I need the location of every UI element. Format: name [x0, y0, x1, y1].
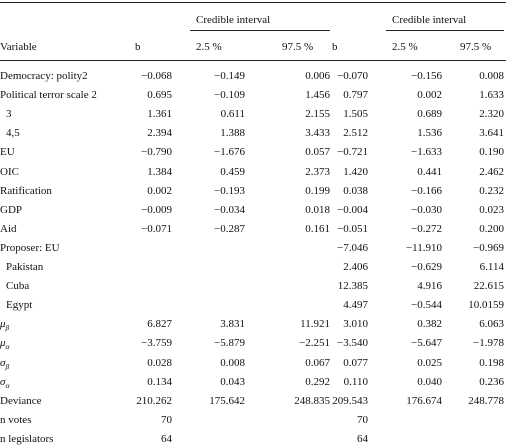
- table-cell: 0.043: [220, 375, 245, 388]
- table-cell: 0.002: [417, 89, 442, 102]
- table-cell: 248.835: [294, 394, 330, 407]
- table-cell: 0.067: [305, 356, 330, 369]
- group-rule-1: [190, 30, 330, 31]
- row-label: Proposer: EU: [0, 241, 60, 254]
- table-cell: −1.676: [214, 146, 245, 159]
- table-cell: 0.040: [417, 375, 442, 388]
- table-cell: 6.063: [479, 318, 504, 331]
- table-cell: 0.025: [417, 356, 442, 369]
- table-cell: −5.879: [214, 337, 245, 350]
- table-cell: 209.543: [332, 394, 368, 407]
- column-header-variable: Variable: [0, 41, 37, 53]
- column-header-lower-2: 2.5 %: [392, 41, 418, 53]
- table-cell: 10.0159: [468, 299, 504, 312]
- table-cell: 70: [357, 413, 368, 426]
- header-rule: [0, 60, 506, 61]
- table-cell: −5.647: [411, 337, 442, 350]
- table-cell: 0.057: [305, 146, 330, 159]
- table-cell: 0.161: [305, 222, 330, 235]
- table-cell: 0.134: [147, 375, 172, 388]
- table-cell: 1.456: [305, 89, 330, 102]
- table-cell: −0.009: [141, 203, 172, 216]
- column-header-lower-1: 2.5 %: [196, 41, 222, 53]
- table-cell: −0.790: [141, 146, 172, 159]
- column-header-b-2: b: [332, 41, 338, 53]
- table-cell: −0.068: [141, 70, 172, 82]
- table-cell: −0.030: [411, 203, 442, 216]
- row-label: Cuba: [6, 280, 30, 293]
- row-label-subscript: β: [5, 361, 10, 371]
- table-cell: 6.827: [147, 318, 172, 331]
- table-cell: −0.287: [214, 222, 245, 235]
- table-cell: −11.910: [405, 241, 442, 254]
- row-label: OIC: [0, 165, 19, 178]
- row-label: Democracy: polity2: [0, 70, 88, 82]
- table-cell: −0.166: [411, 184, 442, 197]
- table-cell: 0.008: [220, 356, 245, 369]
- table-cell: −0.149: [214, 70, 245, 82]
- table-cell: 1.420: [343, 165, 368, 178]
- table-cell: 0.077: [343, 356, 368, 369]
- table-cell: 4.916: [417, 280, 442, 293]
- table-cell: 1.505: [343, 108, 368, 121]
- row-label: Egypt: [6, 299, 33, 312]
- credible-interval-header-1: Credible interval: [196, 14, 271, 26]
- table-cell: 1.361: [147, 108, 172, 121]
- table-cell: 2.462: [479, 165, 504, 178]
- table-cell: −1.633: [411, 146, 442, 159]
- table-cell: 11.921: [300, 318, 330, 331]
- table-cell: −0.051: [337, 222, 368, 235]
- table-cell: −0.070: [337, 70, 368, 82]
- row-label: GDP: [0, 203, 23, 216]
- table-cell: 0.002: [147, 184, 172, 197]
- row-label: Ratification: [0, 184, 52, 197]
- table-cell: 0.038: [343, 184, 368, 197]
- table-cell: 0.008: [479, 70, 504, 82]
- table-cell: 2.320: [479, 108, 504, 121]
- table-cell: 0.695: [147, 89, 172, 102]
- table-cell: −0.034: [214, 203, 245, 216]
- column-header-upper-1: 97.5 %: [282, 41, 314, 53]
- row-label: 3: [6, 108, 12, 121]
- table-cell: 176.674: [406, 394, 442, 407]
- table-cell: 248.778: [468, 394, 504, 407]
- table-cell: 4.497: [343, 299, 368, 312]
- table-cell: −0.721: [337, 146, 368, 159]
- table-cell: 3.831: [220, 318, 245, 331]
- table-cell: −0.109: [214, 89, 245, 102]
- table-cell: 2.394: [147, 127, 172, 140]
- table-cell: −0.969: [473, 241, 504, 254]
- table-cell: 3.433: [305, 127, 330, 140]
- table-cell: −0.193: [214, 184, 245, 197]
- row-label: $\mu_\alpha$: [0, 337, 10, 352]
- table-cell: 2.373: [305, 165, 330, 178]
- row-label: 4,5: [6, 127, 20, 140]
- table-cell: 2.512: [343, 127, 368, 140]
- table-cell: 175.642: [209, 394, 245, 407]
- table-cell: 0.459: [220, 165, 245, 178]
- table-cell: 0.190: [479, 146, 504, 159]
- column-header-b-1: b: [135, 41, 141, 53]
- top-rule: [0, 2, 506, 3]
- table-cell: 0.198: [479, 356, 504, 369]
- table-cell: 0.200: [479, 222, 504, 235]
- credible-interval-header-2: Credible interval: [392, 14, 467, 26]
- table-cell: −0.272: [411, 222, 442, 235]
- row-label: Deviance: [0, 394, 42, 407]
- row-label: $\sigma_\beta$: [0, 356, 10, 371]
- column-header-upper-2: 97.5 %: [460, 41, 492, 53]
- table-cell: 70: [161, 413, 172, 426]
- table-cell: 1.536: [417, 127, 442, 140]
- table-cell: −0.004: [337, 203, 368, 216]
- table-cell: 1.388: [220, 127, 245, 140]
- table-cell: 1.633: [479, 89, 504, 102]
- table-cell: 6.114: [479, 261, 504, 273]
- group-rule-2: [386, 30, 504, 31]
- table-cell: −0.071: [141, 222, 172, 235]
- table-cell: 0.006: [305, 70, 330, 82]
- table-cell: 0.797: [343, 89, 368, 102]
- table-cell: 0.441: [417, 165, 442, 178]
- table-cell: 0.292: [305, 375, 330, 388]
- table-cell: 0.023: [479, 203, 504, 216]
- table-cell: −3.540: [337, 337, 368, 350]
- row-label: Pakistan: [6, 261, 44, 273]
- table-cell: 0.236: [479, 375, 504, 388]
- table-cell: −0.629: [411, 261, 442, 273]
- row-label: n legislators: [0, 432, 54, 445]
- row-label-subscript: α: [5, 380, 10, 390]
- table-cell: 64: [161, 432, 172, 445]
- row-label-subscript: β: [5, 323, 10, 333]
- row-label: EU: [0, 146, 15, 159]
- table-cell: −0.544: [411, 299, 442, 312]
- row-label: $\sigma_\alpha$: [0, 375, 10, 390]
- row-label-subscript: α: [5, 342, 10, 352]
- table-cell: 2.406: [343, 261, 368, 273]
- table-cell: 0.689: [417, 108, 442, 121]
- table-cell: −3.759: [141, 337, 172, 350]
- table-cell: 12.385: [337, 280, 368, 293]
- table-cell: 64: [357, 432, 368, 445]
- table-cell: 22.615: [473, 280, 504, 293]
- table-cell: 210.262: [136, 394, 172, 407]
- table-cell: 0.232: [479, 184, 504, 197]
- table-cell: 3.641: [479, 127, 504, 140]
- table-cell: 0.028: [147, 356, 172, 369]
- table-cell: −7.046: [337, 241, 368, 254]
- table-cell: 1.384: [147, 165, 172, 178]
- table-cell: 3.010: [343, 318, 368, 331]
- table-cell: −2.251: [299, 337, 330, 350]
- row-label: $\mu_\beta$: [0, 318, 10, 333]
- table-cell: 0.382: [417, 318, 442, 331]
- table-cell: 0.611: [220, 108, 245, 121]
- row-label: Political terror scale 2: [0, 89, 97, 102]
- table-cell: −1.978: [473, 337, 504, 350]
- row-label: n votes: [0, 413, 32, 426]
- table-cell: −0.156: [411, 70, 442, 82]
- table-cell: 0.018: [305, 203, 330, 216]
- row-label: Aid: [0, 222, 17, 235]
- table-cell: 0.199: [305, 184, 330, 197]
- table-cell: 0.110: [343, 375, 368, 388]
- table-cell: 2.155: [305, 108, 330, 121]
